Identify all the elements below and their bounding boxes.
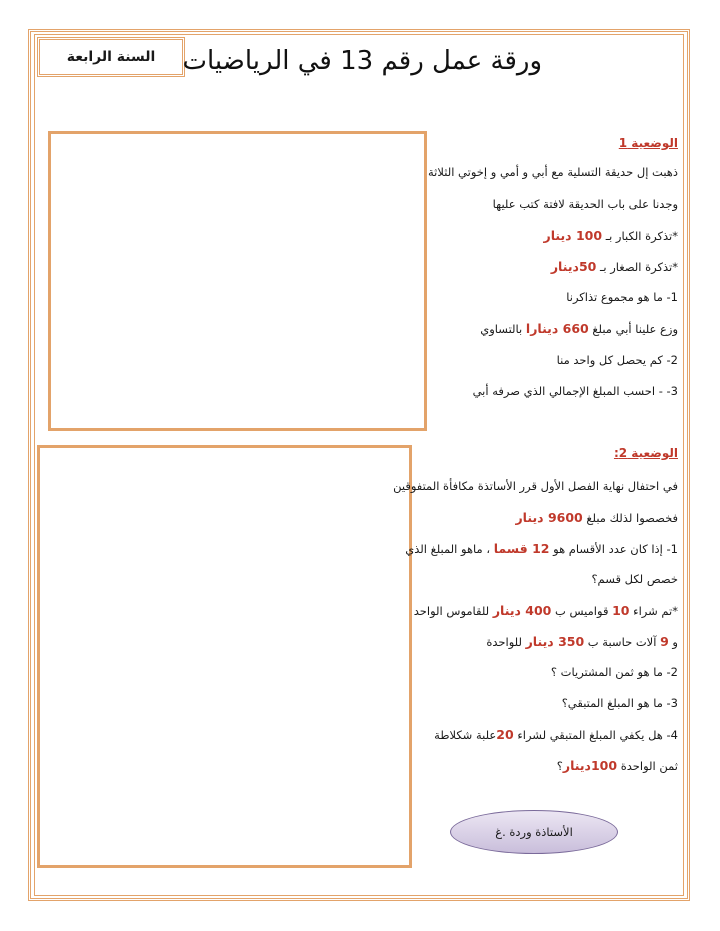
line-text: ذهبت إل حديقة التسلية مع أبي و أمي و إخوتي الثلاثة [428,165,678,179]
line-text: وزع علينا أبي مبلغ [588,322,678,336]
situation1-line [428,165,678,179]
image-frame-1 [48,131,427,431]
highlighted-value: 12 قسما [493,541,550,556]
highlighted-value: 400 دينار [492,603,552,618]
highlighted-value: 350 دينار [525,634,585,649]
line-text: بالتساوي [480,322,526,336]
line-text: *تذكرة الكبار بـ [602,229,678,243]
line-text: 1- ما هو مجموع تذاكرنا [566,290,678,304]
situation2-line [562,696,678,710]
situation1-line [480,321,678,336]
line-text: 2- كم يحصل كل واحد منا [556,353,678,367]
highlighted-value: 20 [496,727,514,742]
line-text: قواميس ب [551,604,613,618]
worksheet-title: ورقة عمل رقم 13 في الرياضيات [182,46,542,76]
line-text: ثمن الواحدة [617,759,678,773]
line-text: ؟ [556,759,563,773]
line-text: و [668,635,678,649]
teacher-signature-stamp [450,810,618,854]
highlighted-value: 10 [612,603,630,618]
line-text: علبة شكلاطة [434,728,497,742]
situation2-line [557,758,678,773]
situation-2-heading: الوضعية 2: [613,446,678,460]
line-text: 1- إذا كان عدد الأقسام هو [549,542,678,556]
highlighted-value: 9600 دينار [515,510,583,525]
line-text: خصص لكل قسم؟ [591,572,678,586]
line-text: للقاموس الواحد [413,604,493,618]
situation1-line [493,197,678,211]
line-text: في احتفال نهاية الفصل الأول قرر الأساتذة مكافأة المتفوقين [393,479,678,493]
line-text: فخصصوا لذلك مبلغ [582,511,678,525]
line-text: 3- - احسب المبلغ الإجمالي الذي صرفه أبي [472,384,678,398]
situation1-line [566,290,678,304]
line-text: ، ماهو المبلغ الذي [405,542,494,556]
situation2-line [393,479,678,493]
situation2-line [486,634,678,649]
line-text: 4- هل يكفي المبلغ المتبقي لشراء [513,728,678,742]
highlighted-value: 100دينار [562,758,618,773]
situation1-line [551,259,678,274]
situation1-line [544,228,679,243]
grade-label: السنة الرابعة [66,49,156,65]
highlighted-value: 50دينار [550,259,597,274]
situation2-line [515,510,678,525]
situation2-line [414,603,678,618]
line-text: آلات حاسبة ب [584,635,661,649]
line-text: *تم شراء [629,604,678,618]
line-text: وجدنا على باب الحديقة لافتة كتب عليها [492,197,678,211]
line-text: *تذكرة الصغار بـ [596,260,678,274]
situation1-line [557,353,678,367]
image-frame-2 [37,445,412,868]
line-text: 3- ما هو المبلغ المتبقي؟ [561,696,678,710]
grade-label-box [37,37,185,77]
line-text: 2- ما هو ثمن المشتريات ؟ [550,665,678,679]
teacher-name: الأستاذة وردة .غ [495,825,573,839]
highlighted-value: 100 دينار [543,228,603,243]
situation2-line [434,727,678,742]
situation-1-heading: الوضعية 1 [618,136,678,150]
highlighted-value: 9 [660,634,669,649]
highlighted-value: 660 دينارا [525,321,589,336]
situation2-line [551,665,678,679]
situation2-line [591,572,678,586]
situation2-line [405,541,678,556]
situation1-line [473,384,678,398]
line-text: للواحدة [486,635,526,649]
